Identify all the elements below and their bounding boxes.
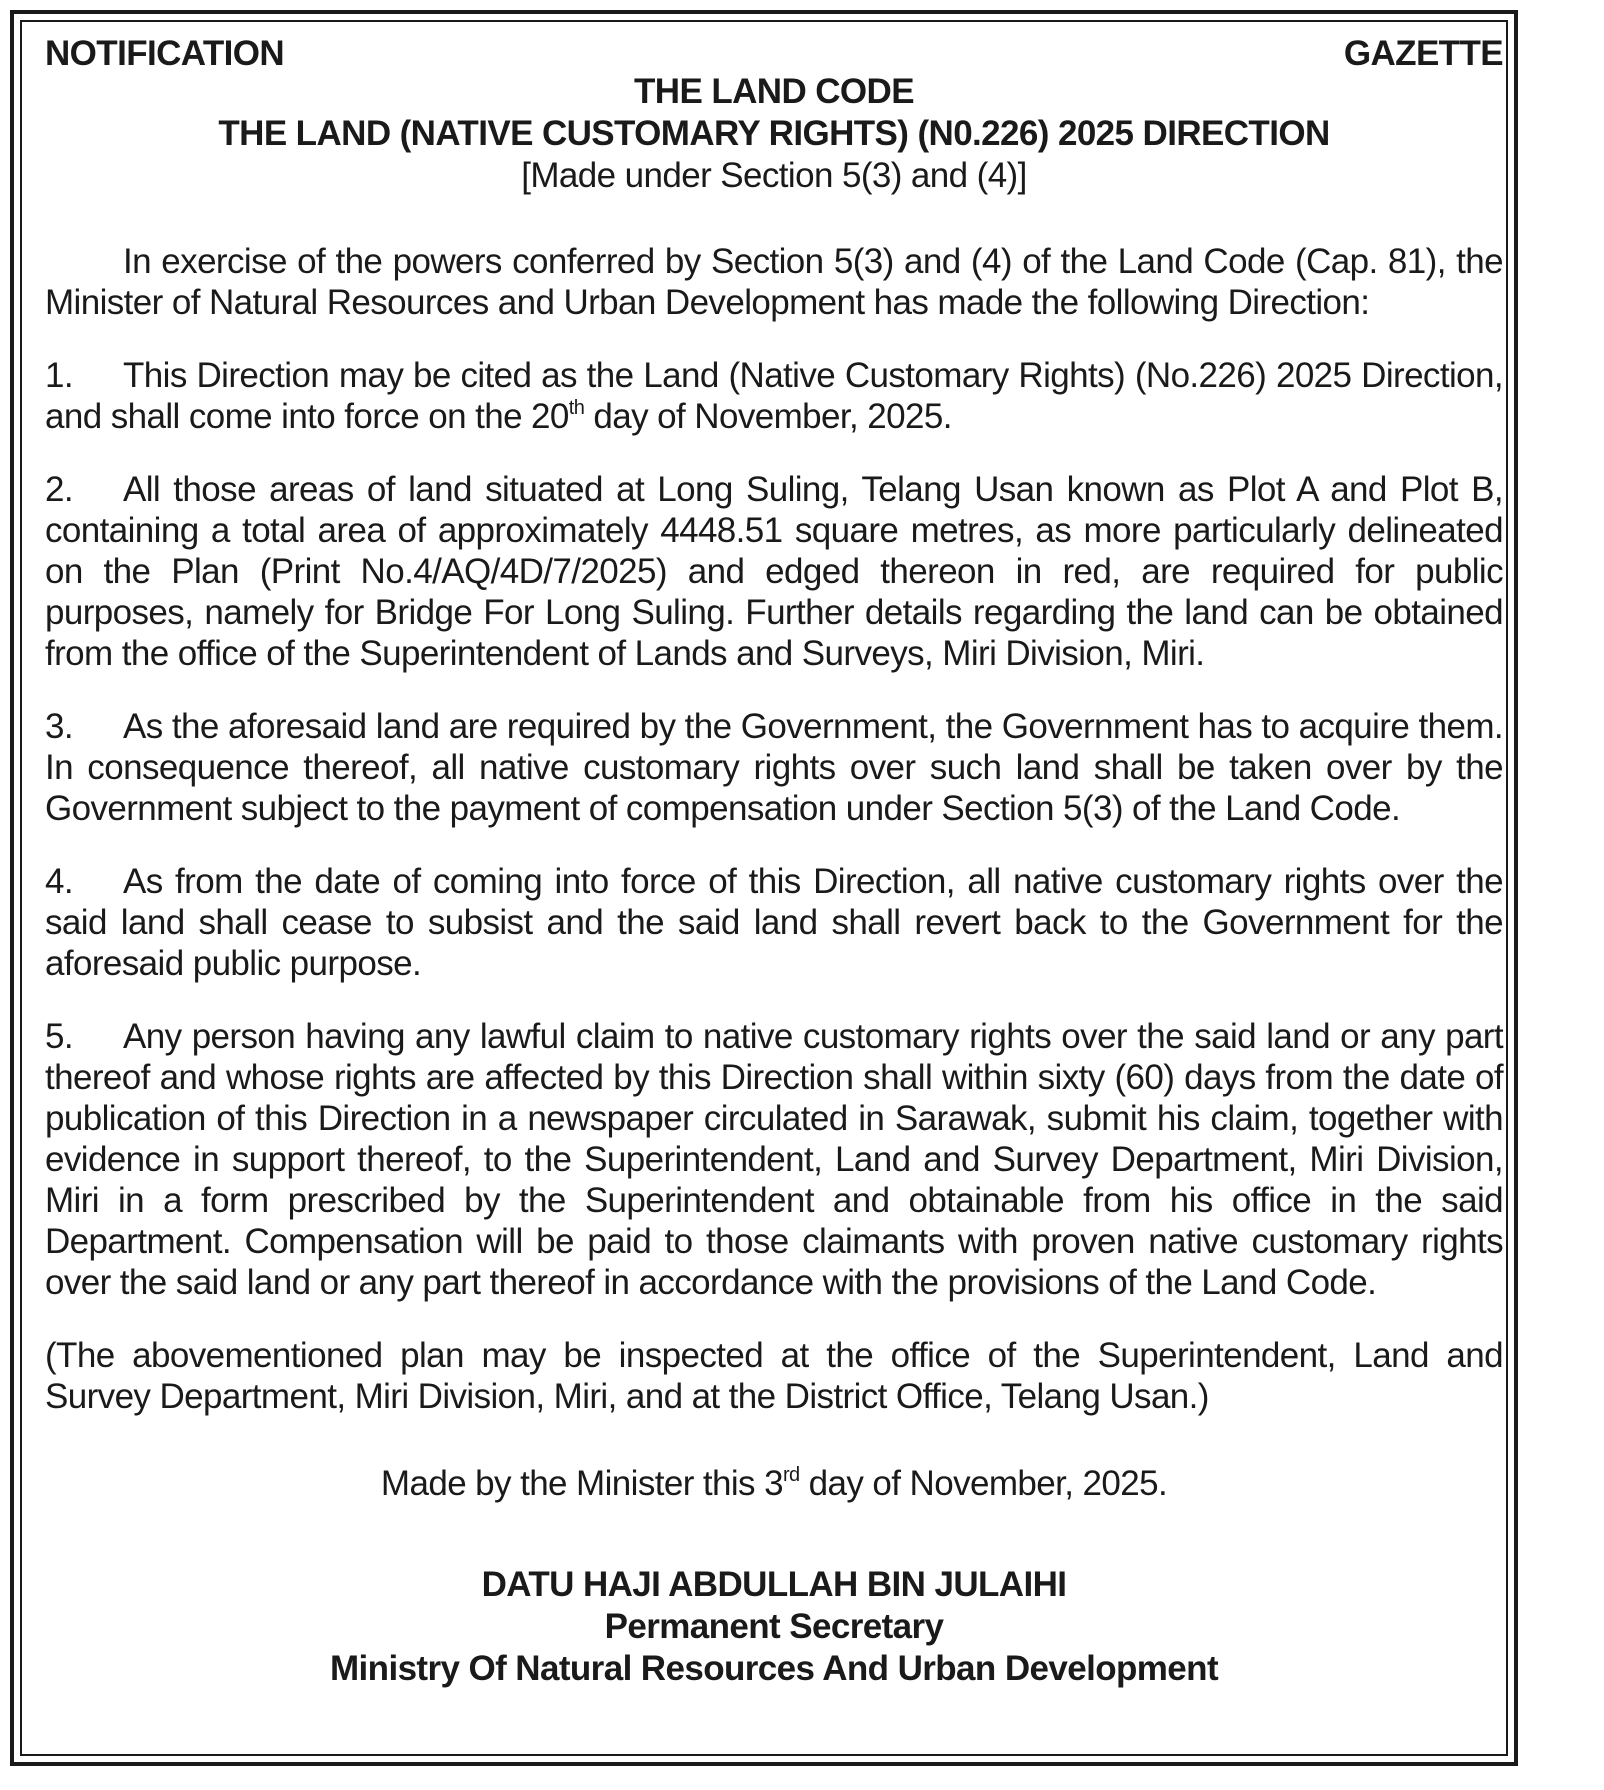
preamble-paragraph: In exercise of the powers conferred by Section 5(3) and (4) of the Land Code (Cap. 81), the Minister of Natural Resources and Urban Development has made the following Direction:	[45, 242, 1503, 322]
clause-number: 2.	[45, 470, 73, 509]
gazette-label: GAZETTE	[1343, 34, 1503, 73]
clause-number: 3.	[45, 707, 73, 746]
clause-3	[45, 706, 1503, 829]
clause-2	[45, 469, 1503, 674]
signatory-ministry: Ministry Of Natural Resources And Urban Development	[329, 1649, 1218, 1688]
clause-text: As the aforesaid land are required by the Government, the Government has to acquire them. In consequence thereof, all native customary rights over such land shall be taken over by the Government subject to the payment of compensation under Section 5(3) of the Land Code.	[45, 707, 1503, 828]
notification-label: NOTIFICATION	[45, 34, 285, 73]
clause-text: As from the date of coming into force of this Direction, all native customary rights over the said land shall cease to subsist and the said land shall revert back to the Government for the aforesaid public purpose.	[45, 862, 1503, 983]
clause-4	[45, 861, 1503, 984]
clause-text-end: day of November, 2025.	[584, 397, 952, 436]
signatory-position: Permanent Secretary	[604, 1607, 944, 1646]
clause-1	[45, 355, 1503, 437]
clause-5	[45, 1016, 1503, 1303]
made-by-text-end: day of November, 2025.	[799, 1464, 1168, 1503]
ordinal-suffix: th	[568, 397, 585, 419]
clause-text: This Direction may be cited as the Land (Native Customary Rights) (No.226) 2025 Direction, and shall come into force on the 20	[45, 356, 1503, 436]
clause-text: Any person having any lawful claim to native customary rights over the said land or any part thereof and whose rights are affected by this Direction shall within sixty (60) days from the date of publication of this Direction in a newspaper circulated in Sarawak, submit his claim, together with evidence in support thereof, to the Superintendent, Land and Survey Department, Miri Division, Miri in a form prescribed by the Superintendent and obtainable from his office in the said Department. Compensation will be paid to those claimants with proven native customary rights over the said land or any part thereof in accordance with the provisions of the Land Code.	[45, 1017, 1503, 1302]
clause-text: All those areas of land situated at Long Suling, Telang Usan known as Plot A and Plot B, containing a total area of approximately 4448.51 square metres, as more particularly delineated on the Plan (Print No.4/AQ/4D/7/2025) and edged thereon in red, are required for public purposes, namely for Bridge For Long Suling. Further details regarding the land can be obtained from the office of the Superintendent of Lands and Surveys, Miri Division, Miri.	[45, 470, 1503, 673]
signature-block	[45, 1564, 1503, 1690]
signatory-name: DATU HAJI ABDULLAH BIN JULAIHI	[481, 1565, 1067, 1604]
clause-number: 1.	[45, 356, 73, 395]
title-direction: THE LAND (NATIVE CUSTOMARY RIGHTS) (N0.226) 2025 DIRECTION	[218, 114, 1330, 153]
made-by-line	[45, 1463, 1503, 1504]
inspection-note: (The abovementioned plan may be inspected at the office of the Superintendent, Land and Survey Department, Miri Division, Miri, and at the District Office, Telang Usan.)	[45, 1336, 1503, 1416]
clause-number: 5.	[45, 1017, 73, 1056]
title-made-under: [Made under Section 5(3) and (4)]	[521, 156, 1027, 195]
notice-content	[45, 33, 1503, 1690]
notice-header	[45, 33, 1503, 75]
made-by-text: Made by the Minister this 3	[380, 1464, 783, 1503]
title-land-code: THE LAND CODE	[634, 72, 914, 111]
ordinal-suffix: rd	[782, 1464, 800, 1486]
clause-number: 4.	[45, 862, 73, 901]
